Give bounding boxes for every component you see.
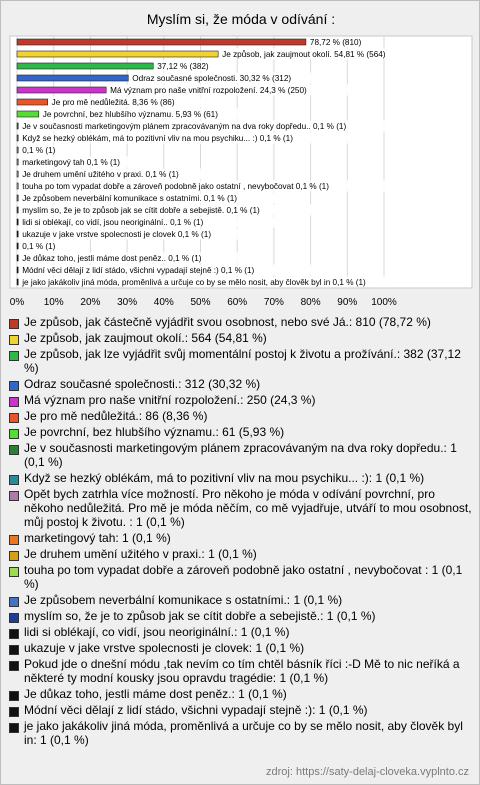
legend-item xyxy=(9,377,473,391)
legend-label: Má význam pro naše vnitřní rozpoložení.: 250 (24,3 %) xyxy=(24,393,316,407)
bar xyxy=(17,195,18,201)
legend-item xyxy=(9,547,473,561)
legend-label: Je způsob, jak částečně vyjádřit svou osobnost, nebo své Já.: 810 (78,72 %) xyxy=(24,315,431,329)
legend-swatch xyxy=(9,661,19,671)
legend-item xyxy=(9,563,473,591)
data-label: 37,12 % (382) xyxy=(157,62,209,71)
bar xyxy=(17,207,18,213)
data-label: lidi si oblékají, co vidí, jsou neoriginální.. 0,1 % (1) xyxy=(22,218,204,227)
bar xyxy=(17,135,18,141)
bar xyxy=(17,219,18,225)
data-label: Je způsob, jak zaujmout okolí. 54,81 % (564) xyxy=(222,50,386,59)
legend-label: Je způsob, jak lze vyjádřit svůj momentální postoj k životu a prožívání.: 382 (37,12 %) xyxy=(24,347,461,375)
legend-swatch xyxy=(9,629,19,639)
bar xyxy=(17,99,48,105)
legend-label: marketingový tah: 1 (0,1 %) xyxy=(24,531,171,545)
data-label: 0,1 % (1) xyxy=(22,146,56,155)
bar xyxy=(17,279,18,285)
x-tick-label: 40% xyxy=(153,297,174,308)
data-label: Módní věci dělají z lidí stádo, všichni vypadají stejně :) 0,1 % (1) xyxy=(22,266,255,275)
bar xyxy=(17,63,153,69)
data-label: Je v současnosti marketingovým plánem zpracovávaným na dva roky dopředu.. 0,1 % (1) xyxy=(22,122,347,131)
legend-label: Odraz současné společnosti.: 312 (30,32 %) xyxy=(24,377,261,391)
legend-item xyxy=(9,471,473,485)
legend-swatch xyxy=(9,397,19,407)
data-label: touha po tom vypadat dobře a zároveň podobně jako ostatní , nevybočovat 0,1 % (1) xyxy=(22,182,329,191)
data-label: Je pro mě nedůležitá. 8,36 % (86) xyxy=(51,98,175,107)
legend-label: Je druhem umění užitého v praxi.: 1 (0,1 %) xyxy=(24,547,257,561)
legend-swatch xyxy=(9,723,19,733)
legend-swatch xyxy=(9,429,19,439)
bar xyxy=(17,267,18,273)
data-label: je jako jakákoliv jiná móda, proměnlivá a určuje co by se mělo nosit, aby člověk byl in 0,1 % (1) xyxy=(22,278,366,287)
legend-label: Je v současnosti marketingovým plánem zpracovávaným na dva roky dopředu.: 1 (0,1 %) xyxy=(24,441,457,469)
legend-swatch xyxy=(9,351,19,361)
legend-item xyxy=(9,441,473,469)
legend-swatch xyxy=(9,475,19,485)
legend-label: Když se hezký oblékám, má to pozitivní vliv na mou psychiku... :): 1 (0,1 %) xyxy=(24,471,425,485)
bar xyxy=(17,87,106,93)
legend-item xyxy=(9,331,473,345)
legend-swatch xyxy=(9,551,19,561)
x-tick-label: 20% xyxy=(80,297,101,308)
x-tick-label: 30% xyxy=(117,297,138,308)
legend-item xyxy=(9,609,473,623)
legend-item xyxy=(9,531,473,545)
data-label: Je způsobem neverbální komunikace s ostatními. 0,1 % (1) xyxy=(22,194,238,203)
bar xyxy=(17,123,18,129)
bar xyxy=(17,231,18,237)
x-tick-label: 0% xyxy=(9,297,25,308)
x-tick-label: 10% xyxy=(43,297,64,308)
bar xyxy=(17,183,18,189)
x-tick-label: 60% xyxy=(227,297,248,308)
legend-item xyxy=(9,641,473,655)
legend-label: myslím so, že je to způsob jak se cítit dobře a sebejistě.: 1 (0,1 %) xyxy=(24,609,376,623)
legend-label: Je pro mě nedůležitá.: 86 (8,36 %) xyxy=(24,409,208,423)
legend-item xyxy=(9,657,473,685)
data-label: Když se hezký oblékám, má to pozitivní vliv na mou psychiku... :) 0,1 % (1) xyxy=(22,134,293,143)
data-label: Je důkaz toho, jestli máme dost peněz.. 0,1 % (1) xyxy=(22,254,202,263)
legend-item xyxy=(9,593,473,607)
data-label: 78,72 % (810) xyxy=(309,38,362,47)
source-note: zdroj: https://saty-delaj-cloveka.vyplnto.cz xyxy=(266,766,469,778)
legend-swatch xyxy=(9,445,19,455)
legend-swatch xyxy=(9,413,19,423)
data-label: myslím so, že je to způsob jak se cítit dobře a sebejistě. 0,1 % (1) xyxy=(22,206,260,215)
legend-swatch xyxy=(9,613,19,623)
bar xyxy=(17,159,18,165)
bar xyxy=(17,51,218,57)
bar-plot xyxy=(9,35,473,289)
legend-swatch xyxy=(9,597,19,607)
legend-item xyxy=(9,625,473,639)
bar xyxy=(17,243,18,249)
legend-item xyxy=(9,409,473,423)
legend-swatch xyxy=(9,707,19,717)
legend-item xyxy=(9,393,473,407)
data-label: marketingový tah 0,1 % (1) xyxy=(22,158,121,167)
bar xyxy=(17,255,18,261)
legend-label: Je způsob, jak zaujmout okolí.: 564 (54,81 %) xyxy=(24,331,267,345)
legend-label: lidi si oblékají, co vidí, jsou neoriginální.: 1 (0,1 %) xyxy=(24,625,290,639)
data-label: 0,1 % (1) xyxy=(22,242,56,251)
legend-swatch xyxy=(9,645,19,655)
legend-item xyxy=(9,487,473,529)
x-tick-label: 100% xyxy=(371,297,397,308)
bar xyxy=(17,111,39,117)
legend-label: Pokud jde o dnešní módu ,tak nevím co tím chtěl básník říci :-D Mě to nic neříká a některé ty modní kousky jsou opravdu tragédie: 1 (0,1 %) xyxy=(24,657,460,685)
legend-label: touha po tom vypadat dobře a zároveň podobně jako ostatní , nevybočovat : 1 (0,1 %) xyxy=(24,563,463,591)
legend-swatch xyxy=(9,335,19,345)
legend-swatch xyxy=(9,319,19,329)
bar xyxy=(17,147,18,153)
x-axis xyxy=(1,291,480,311)
legend-label: Opět bych zatrhla více možností. Pro někoho je móda v odívání povrchní, pro někoho nedůležitá. Pro mě je móda něčím, co mě vyjadřuje, utváří to mou osobnost, můj postoj k životu. : 1 (0,1 %) xyxy=(24,487,472,529)
legend-swatch xyxy=(9,491,19,501)
legend-label: Módní věci dělají z lidí stádo, všichni vypadají stejně :): 1 (0,1 %) xyxy=(24,703,368,717)
x-tick-label: 70% xyxy=(263,297,284,308)
x-tick-label: 50% xyxy=(190,297,211,308)
bar xyxy=(17,39,306,45)
legend-swatch xyxy=(9,535,19,545)
chart-title: Myslím si, že móda v odívání : xyxy=(146,11,336,27)
data-label: Je povrchní, bez hlubšího významu. 5,93 % (61) xyxy=(42,110,218,119)
legend-item xyxy=(9,703,473,717)
x-tick-label: 80% xyxy=(300,297,321,308)
legend-label: Je důkaz toho, jestli máme dost peněz.: 1 (0,1 %) xyxy=(24,687,287,701)
legend-item xyxy=(9,315,473,329)
bar xyxy=(17,171,18,177)
data-label: Je druhem umění užitého v praxi. 0,1 % (1) xyxy=(22,170,179,179)
data-label: ukazuje v jake vrstve spolecnosti je clovek 0,1 % (1) xyxy=(22,230,212,239)
legend xyxy=(9,315,473,749)
data-label: Má význam pro naše vnitřní rozpoložení. 24,3 % (250) xyxy=(110,86,307,95)
legend-label: ukazuje v jake vrstve spolecnosti je clovek: 1 (0,1 %) xyxy=(24,641,305,655)
legend-label: Je povrchní, bez hlubšího významu.: 61 (5,93 %) xyxy=(24,425,285,439)
legend-item xyxy=(9,719,473,747)
legend-item xyxy=(9,347,473,375)
legend-swatch xyxy=(9,381,19,391)
data-label: Odraz současné společnosti. 30,32 % (312) xyxy=(132,74,292,83)
legend-item xyxy=(9,425,473,439)
x-tick-label: 90% xyxy=(337,297,358,308)
legend-label: je jako jakákoliv jiná móda, proměnlivá a určuje co by se mělo nosit, aby člověk byl in: 1 (0,1 %) xyxy=(24,719,463,747)
legend-swatch xyxy=(9,567,19,577)
legend-label: Je způsobem neverbální komunikace s ostatními.: 1 (0,1 %) xyxy=(24,593,343,607)
legend-item xyxy=(9,687,473,701)
legend-swatch xyxy=(9,691,19,701)
bar xyxy=(17,75,128,81)
